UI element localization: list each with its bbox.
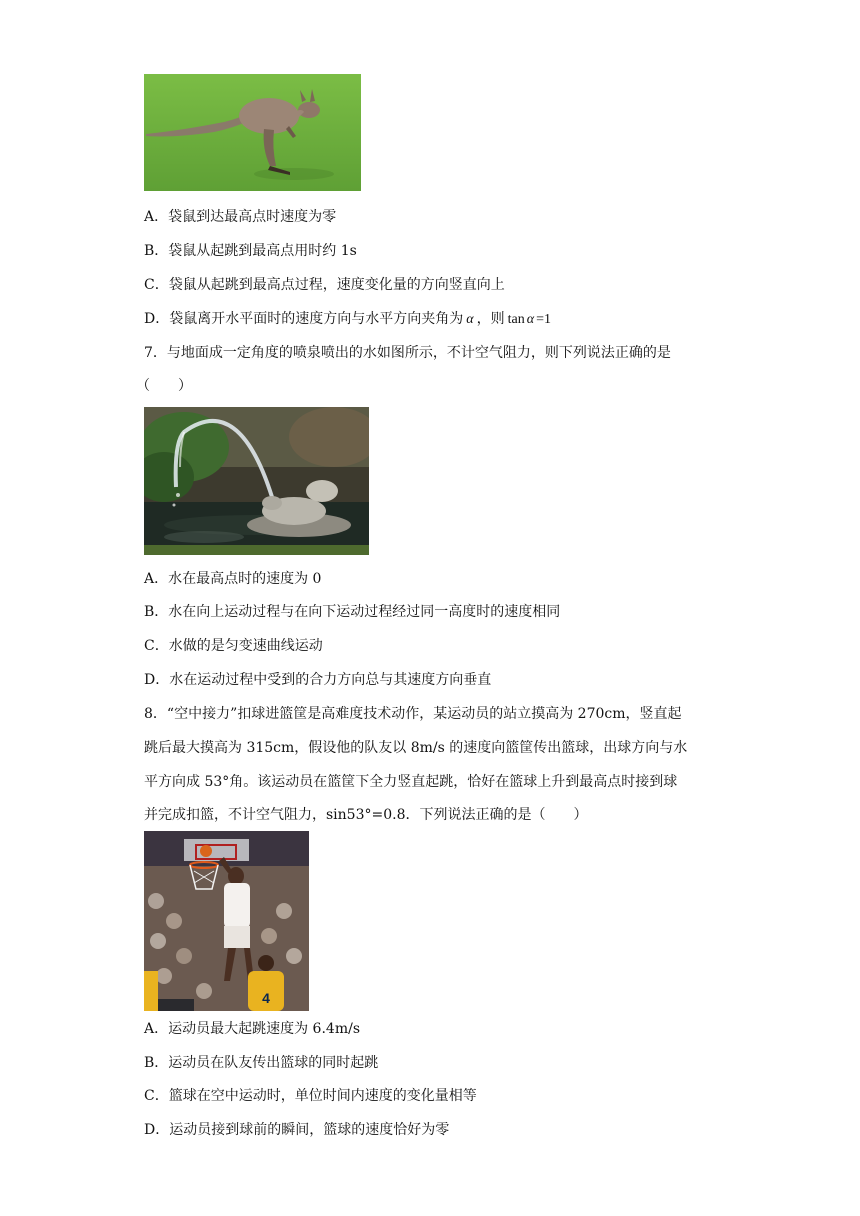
jersey-number: 4 [262, 990, 270, 1006]
q8-stem-line-4: 并完成扣篮，不计空气阻力，sin53°=0.8．下列说法正确的是（ ） [144, 807, 588, 823]
q8-option-a: A．运动员最大起跳速度为 6.4m/s [144, 1021, 361, 1037]
q8-stem-line-2: 跳后最大摸高为 315cm，假设他的队友以 8m/s 的速度向篮筐传出篮球，出球方向与水 [144, 740, 688, 756]
q6-option-d-eq: =1 [536, 312, 551, 327]
q6-option-c: C．袋鼠从起跳到最高点过程，速度变化量的方向竖直向上 [144, 277, 505, 293]
basketball-photo [144, 831, 309, 1011]
q7-option-a: A．水在最高点时的速度为 0 [144, 571, 322, 587]
q7-option-b: B．水在向上运动过程与在向下运动过程经过同一高度时的速度相同 [144, 604, 561, 620]
q6-option-b: B．袋鼠从起跳到最高点用时约 1s [144, 243, 357, 259]
q8-stem-line-1: 8．“空中接力”扣球进篮筐是高难度技术动作，某运动员的站立摸高为 270cm，竖直起 [144, 706, 682, 722]
q7-option-d: D．水在运动过程中受到的合力方向总与其速度方向垂直 [144, 672, 492, 688]
q8-stem-line-3: 平方向成 53°角。该运动员在篮筐下全力竖直起跳，恰好在篮球上升到最高点时接到球 [144, 774, 678, 790]
kangaroo-photo [144, 74, 361, 191]
fountain-photo [144, 407, 369, 555]
q7-stem-line-2: （ ） [136, 378, 192, 394]
tan-symbol: tan [507, 312, 525, 327]
q8-option-d: D．运动员接到球前的瞬间，篮球的速度恰好为零 [144, 1122, 450, 1138]
alpha-symbol: α [466, 312, 474, 327]
q6-option-a: A．袋鼠到达最高点时速度为零 [144, 209, 337, 225]
q8-option-b: B．运动员在队友传出篮球的同时起跳 [144, 1055, 379, 1071]
q6-option-d-text: D．袋鼠离开水平面时的速度方向与水平方向夹角为 [144, 311, 464, 327]
q7-stem-line-1: 7．与地面成一定角度的喷泉喷出的水如图所示，不计空气阻力，则下列说法正确的是 [144, 345, 671, 361]
q6-option-d-mid: ，则 [476, 311, 505, 327]
q6-option-d [144, 310, 551, 329]
q8-option-c: C．篮球在空中运动时，单位时间内速度的变化量相等 [144, 1088, 477, 1104]
q7-option-c: C．水做的是匀变速曲线运动 [144, 638, 323, 654]
alpha-symbol-2: α [526, 312, 535, 327]
